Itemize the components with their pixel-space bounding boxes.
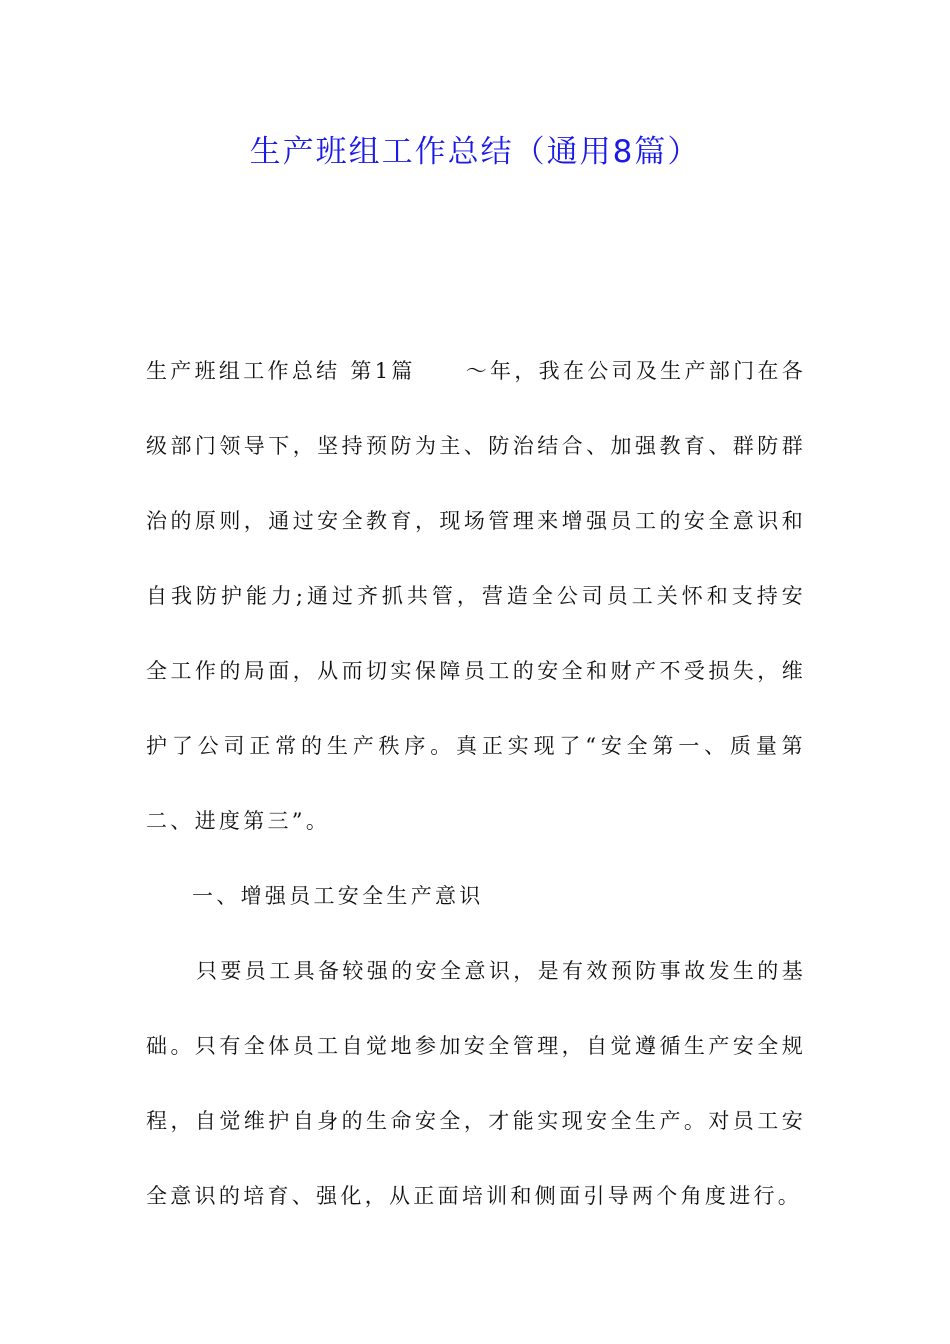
document-title: 生产班组工作总结（通用8篇） [249, 134, 701, 170]
intro-heading: 生产班组工作总结 第1篇 [146, 359, 416, 383]
section-heading: 一、增强员工安全生产意识 [192, 884, 484, 908]
section-paragraph: 只要员工具备较强的安全意识，是有效预防事故发生的基础。只有全体员工自觉地参加安全管理，自觉遵循生产安全规程，自觉维护自身的生命安全，才能实现安全生产。对员工安全意识的培育、强化，从正面培训和侧面引导两个角度进行。 [146, 959, 806, 1208]
intro-text: ～年，我在公司及生产部门在各级部门领导下，坚持预防为主、防治结合、加强教育、群防群治的原则，通过安全教育，现场管理来增强员工的安全意识和自我防护能力;通过齐抓共管，营造全公司员工关怀和支持安全工作的局面，从而切实保障员工的安全和财产不受损失，维护了公司正常的生产秩序。真正实现了“安全第一、质量第二、进度第三”。 [146, 359, 807, 833]
intro-paragraph [146, 334, 806, 859]
document-body [146, 334, 806, 1234]
